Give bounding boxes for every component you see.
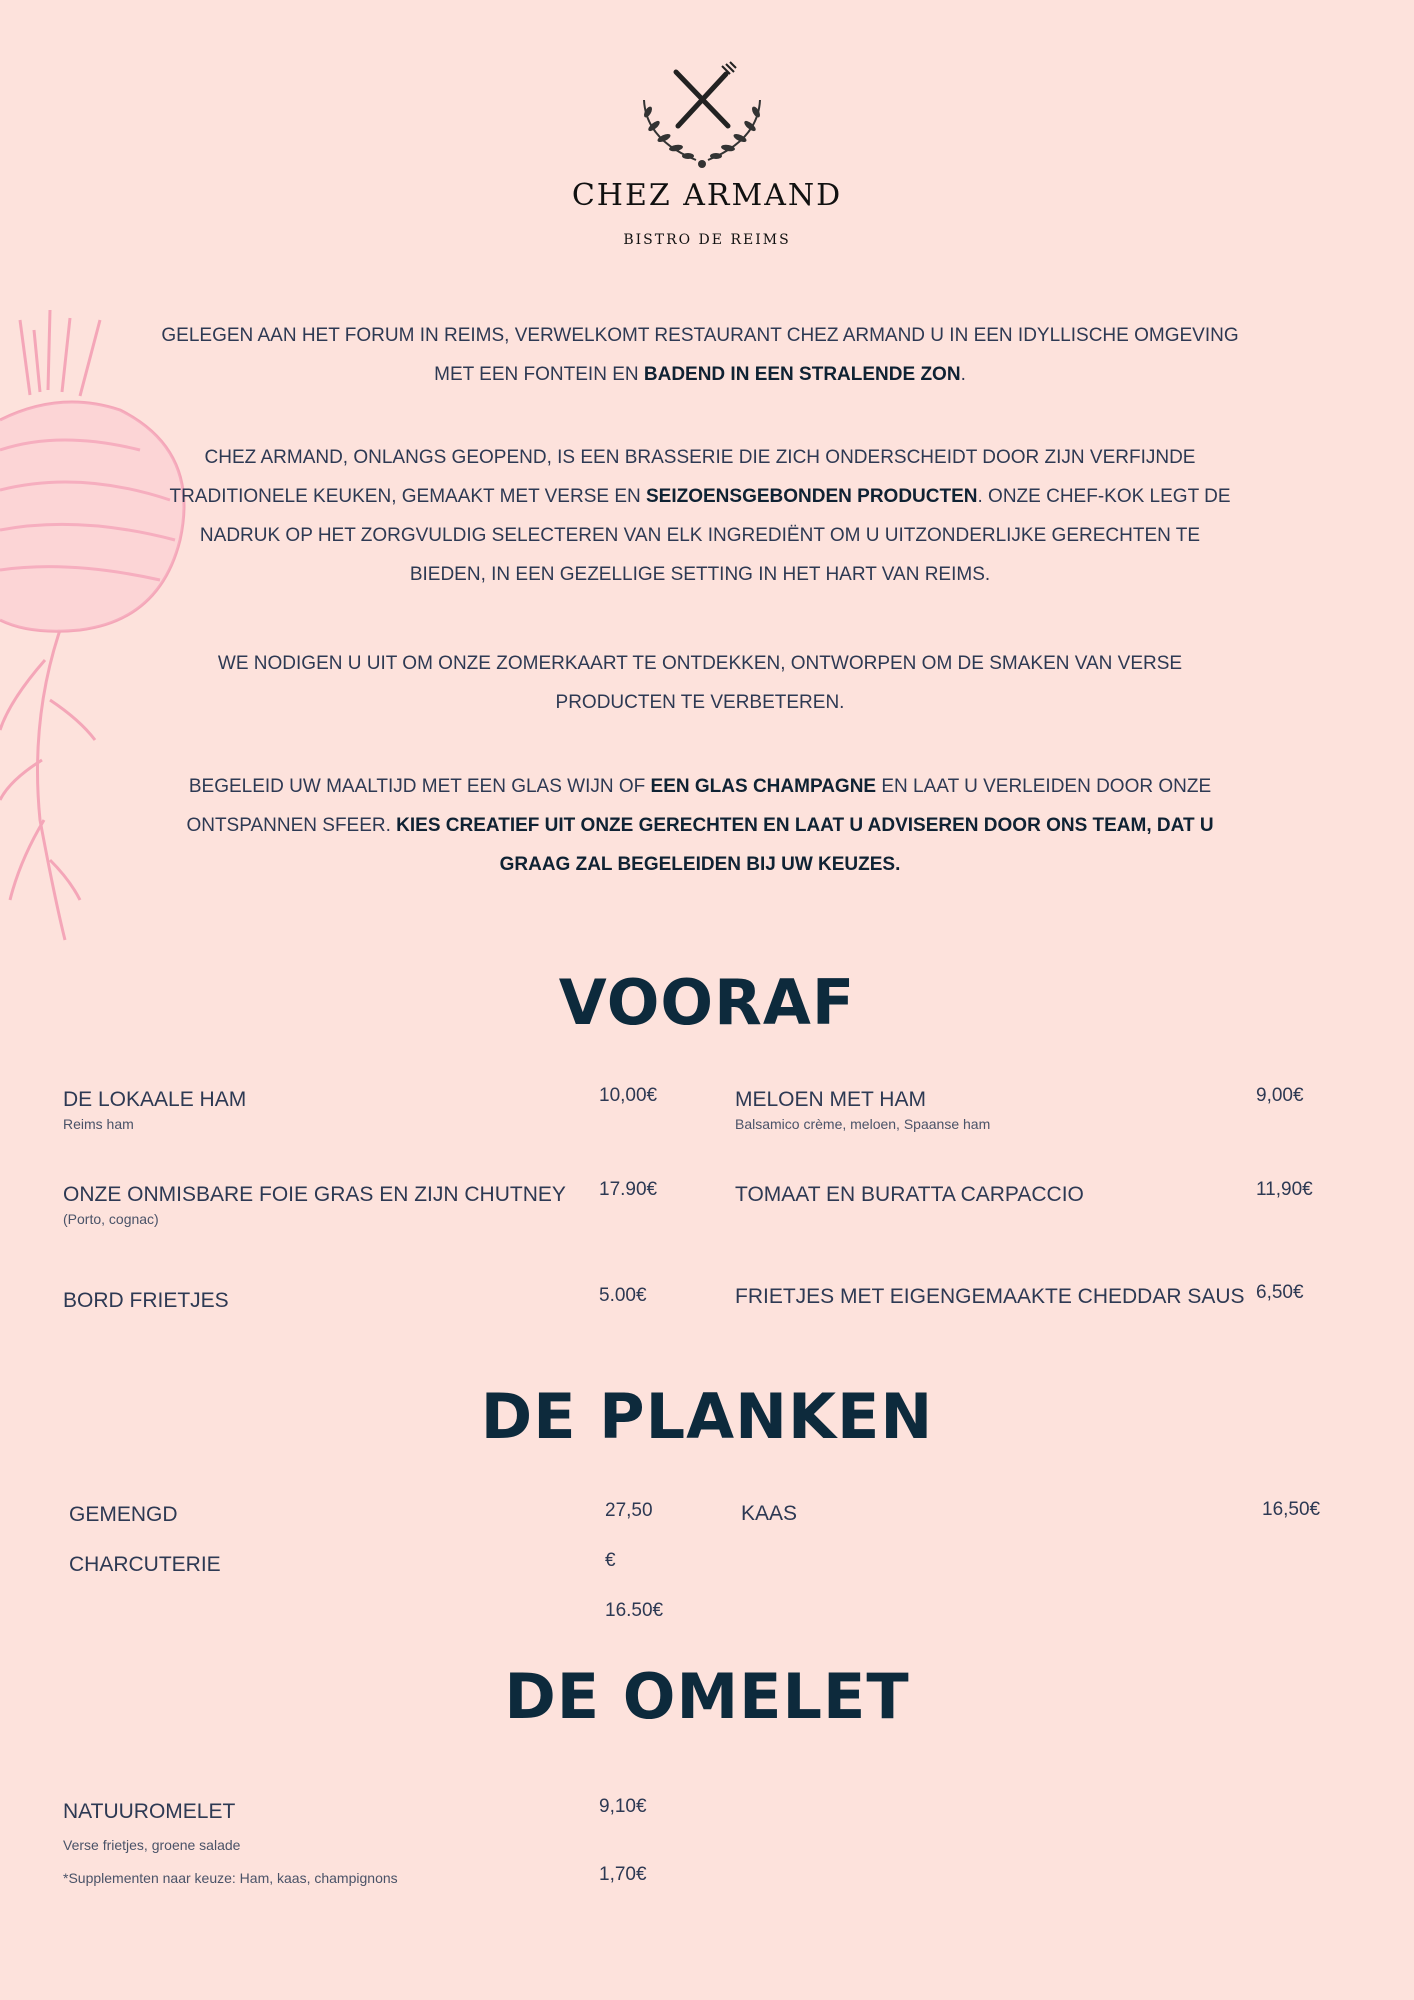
intro-text: GELEGEN AAN HET FORUM IN REIMS, VERWELKOMT RESTAURANT CHEZ ARMAND U IN EEN IDYLLISCHE OMGEVING MET EEN FONTEIN EN: [161, 325, 1239, 385]
menu-item-name: KAAS: [741, 1502, 798, 1525]
menu-item-price: 10,00€: [599, 1085, 658, 1106]
menu-item-name: MELOEN MET HAM: [735, 1088, 926, 1111]
menu-item-name: TOMAAT EN BURATTA CARPACCIO: [735, 1183, 1084, 1206]
restaurant-subtitle: BISTRO DE REIMS: [623, 232, 791, 248]
intro-highlight: KIES CREATIEF UIT ONZE GERECHTEN EN LAAT U ADVISEREN DOOR ONS TEAM, DAT U GRAAG ZAL BEGELEIDEN BIJ UW KEUZES.: [396, 815, 1214, 875]
section-title-vooraf: VOORAF: [558, 966, 856, 1039]
menu-item-price: 9,10€: [599, 1796, 647, 1817]
intro-text: . ONZE CHEF-KOK LEGT DE NADRUK OP HET ZORGVULDIG SELECTEREN VAN ELK INGREDIËNT OM U UITZONDERLIJKE GERECHTEN TE BIEDEN, IN EEN GEZELLIGE SETTING IN HET HART VAN REIMS.: [199, 486, 1231, 585]
menu-item-price: 17.90€: [599, 1179, 658, 1200]
menu-item-price: 27,50: [605, 1500, 653, 1521]
menu-item-desc: Verse frietjes, groene salade: [63, 1837, 241, 1853]
intro-paragraph: [160, 316, 1240, 394]
crossed-knife-fork-wreath-icon: [626, 60, 778, 172]
menu-item-desc: Balsamico crème, meloen, Spaanse ham: [735, 1116, 991, 1132]
intro-text: .: [960, 364, 966, 385]
intro-text: BEGELEID UW MAALTIJD MET EEN GLAS WIJN OF: [188, 776, 651, 797]
menu-item-name: BORD FRIETJES: [63, 1289, 229, 1312]
intro-highlight: SEIZOENSGEBONDEN PRODUCTEN: [646, 486, 978, 507]
menu-item-price: 16.50€: [605, 1600, 664, 1621]
intro-text: EN LAAT U VERLEIDEN DOOR ONZE ONTSPANNEN SFEER.: [186, 776, 1212, 836]
menu-item-desc: (Porto, cognac): [63, 1211, 159, 1227]
menu-item-price: 5.00€: [599, 1285, 647, 1306]
intro-paragraph: [160, 438, 1240, 594]
menu-item-name: GEMENGD: [69, 1503, 178, 1526]
menu-item-name: DE LOKAALE HAM: [63, 1088, 247, 1111]
menu-item-price: €: [605, 1550, 616, 1571]
intro-paragraph: WE NODIGEN U UIT OM ONZE ZOMERKAART TE ONTDEKKEN, ONTWORPEN OM DE SMAKEN VAN VERSE PRODUCTEN TE VERBETEREN.: [217, 653, 1183, 713]
menu-item-price: 11,90€: [1256, 1179, 1313, 1200]
menu-item-price: 16,50€: [1262, 1499, 1321, 1520]
section-title-planken: DE PLANKEN: [480, 1380, 934, 1453]
menu-item-name: CHARCUTERIE: [69, 1553, 221, 1576]
menu-item-name: ONZE ONMISBARE FOIE GRAS EN ZIJN CHUTNEY: [63, 1183, 566, 1206]
supplement-note: *Supplementen naar keuze: Ham, kaas, champignons: [63, 1870, 398, 1886]
menu-item-price: 6,50€: [1256, 1282, 1304, 1303]
supplement-price: 1,70€: [599, 1864, 647, 1885]
intro-highlight: BADEND IN EEN STRALENDE ZON: [643, 364, 961, 385]
menu-item-name: NATUUROMELET: [63, 1800, 236, 1823]
intro-paragraph: [160, 767, 1240, 884]
section-title-omelet: DE OMELET: [504, 1660, 910, 1733]
menu-item-name: FRIETJES MET EIGENGEMAAKTE CHEDDAR SAUS: [735, 1285, 1245, 1308]
menu-item-price: 9,00€: [1256, 1085, 1304, 1106]
intro-text: CHEZ ARMAND, ONLANGS GEOPEND, IS EEN BRASSERIE DIE ZICH ONDERSCHEIDT DOOR ZIJN VERFIJNDE TRADITIONELE KEUKEN, GEMAAKT MET VERSE EN: [169, 447, 1196, 507]
menu-item-desc: Reims ham: [63, 1116, 134, 1132]
restaurant-name: CHEZ ARMAND: [571, 178, 843, 213]
intro-highlight: EEN GLAS CHAMPAGNE: [650, 776, 877, 797]
